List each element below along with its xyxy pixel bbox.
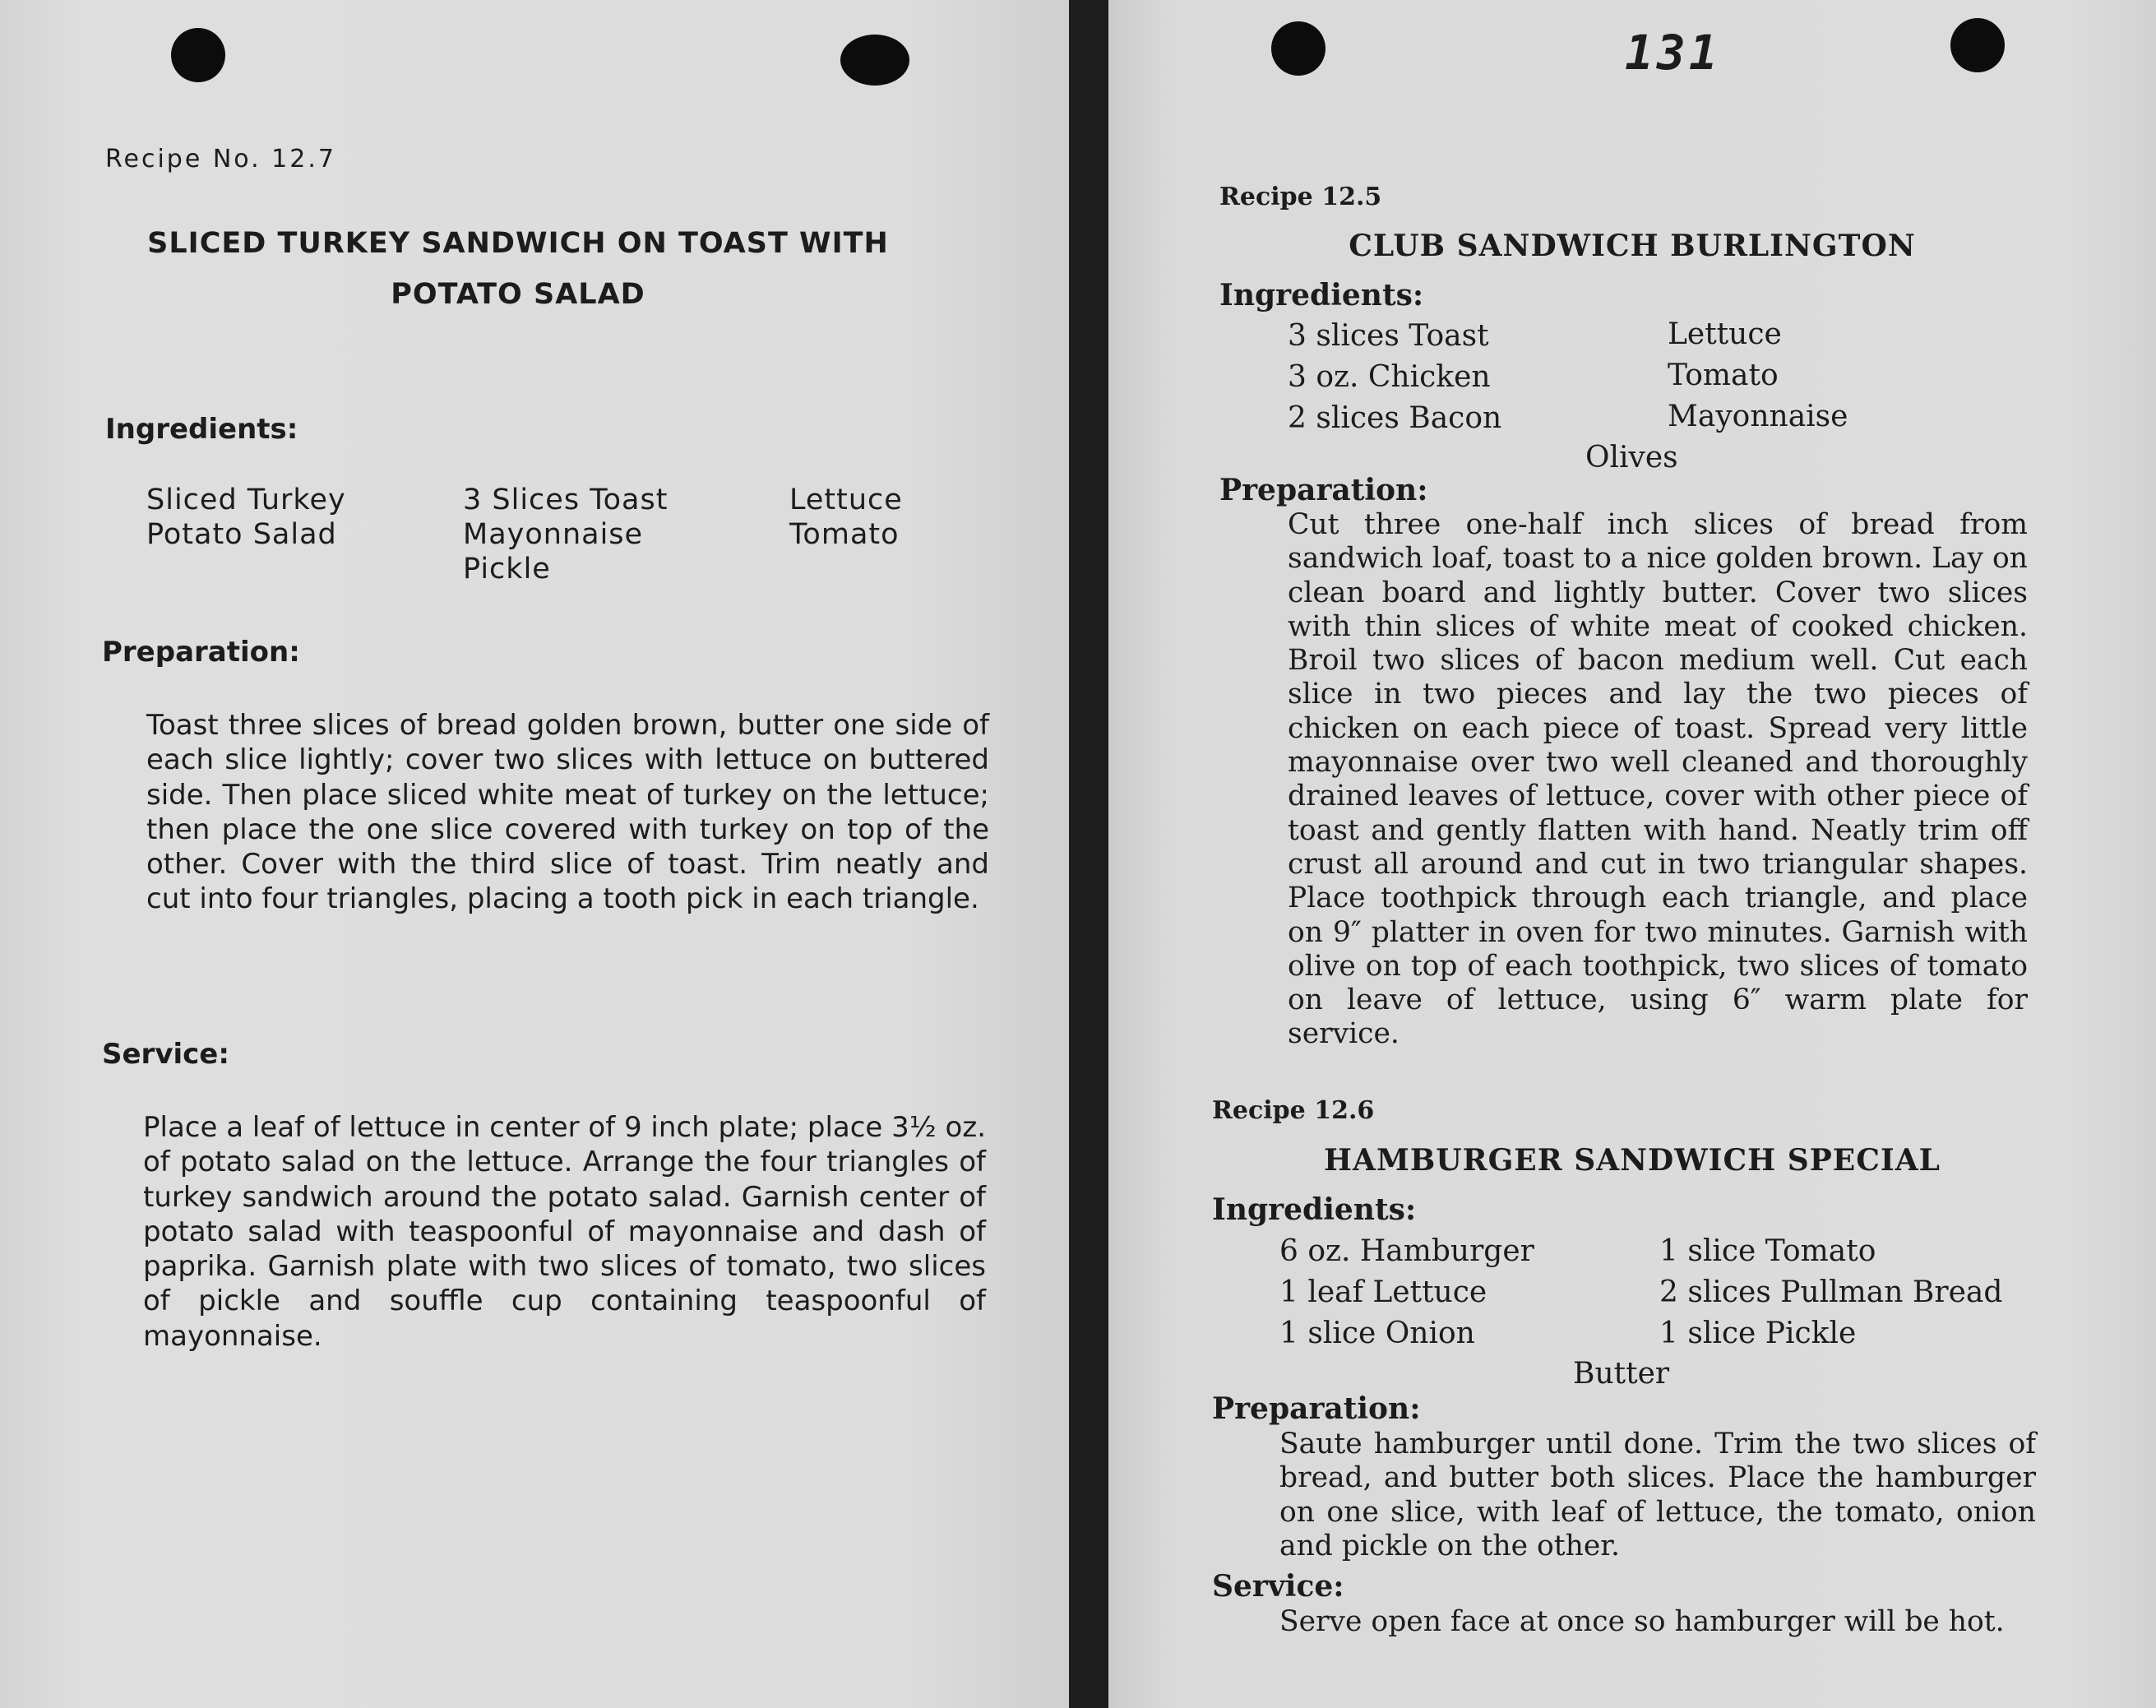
- ingredient-item: Sliced Turkey: [146, 484, 346, 516]
- ingredient-item: Mayonnaise: [463, 518, 644, 551]
- recipe-number: Recipe 12.6: [1212, 1096, 1375, 1125]
- ingredient-item: Tomato: [789, 518, 900, 551]
- recipe-title: HAMBURGER SANDWICH SPECIAL: [1324, 1143, 1941, 1178]
- ingredient-item: 1 slice Pickle: [1659, 1317, 1857, 1350]
- service-heading: Service:: [1212, 1569, 1344, 1604]
- ingredients-column: [1668, 314, 1848, 437]
- recipe-number: Recipe No. 12.7: [105, 145, 336, 174]
- ingredient-item: Lettuce: [1668, 317, 1782, 351]
- ingredients-column: [1659, 1231, 2002, 1354]
- ingredient-item: 2 slices Bacon: [1288, 401, 1502, 435]
- page-number: 131: [1625, 25, 1721, 81]
- ingredient-item: 3 oz. Chicken: [1288, 360, 1491, 394]
- recipe-title-line: POTATO SALAD: [391, 278, 645, 311]
- ingredient-item: Mayonnaise: [1668, 400, 1848, 433]
- preparation-heading: Preparation:: [1212, 1391, 1421, 1426]
- ingredient-item: 2 slices Pullman Bread: [1659, 1275, 2003, 1309]
- service-heading: Service:: [102, 1038, 229, 1071]
- recipe-number: Recipe 12.5: [1219, 183, 1382, 211]
- service-text: Place a leaf of lettuce in center of 9 inch plate; place 3½ oz. of potato salad on the lettuce. Arrange the four triangles of turkey sandwich around the potato salad. Garnish center of potato salad with teaspoonful of mayonnaise and dash of paprika. Garnish plate with two slices of tomato, two slices of pickle and souffle cup containing teaspoonful of mayonnaise.: [143, 1111, 986, 1353]
- preparation-text: Toast three slices of bread golden brown, butter one side of each slice lightly; cover two slices with lettuce on buttered side. Then place sliced white meat of turkey on the lettuce; then place the one slice covered with turkey on top of the other. Cover with the third slice of toast. Trim neatly and cut into four triangles, placing a tooth pick in each triangle.: [146, 709, 989, 916]
- service-text: Serve open face at once so hamburger will be hot.: [1279, 1605, 2005, 1638]
- recipe-title-line: SLICED TURKEY SANDWICH ON TOAST WITH: [147, 227, 889, 260]
- ingredient-item: 3 Slices Toast: [463, 484, 669, 516]
- ingredient-item: Potato Salad: [146, 518, 337, 551]
- recipe-card-right: [1108, 0, 2156, 1708]
- punch-hole: [1950, 18, 2005, 72]
- punch-hole: [171, 28, 225, 82]
- recipe-title: CLUB SANDWICH BURLINGTON: [1349, 229, 1916, 263]
- ingredient-item: Pickle: [463, 553, 551, 586]
- recipe-card-left: [0, 0, 1069, 1708]
- ingredients-column: [789, 483, 903, 552]
- ingredient-item: Lettuce: [789, 484, 903, 516]
- preparation-heading: Preparation:: [1219, 473, 1428, 507]
- punch-hole: [840, 35, 909, 86]
- ingredients-heading: Ingredients:: [105, 413, 298, 446]
- recipe-title: [107, 218, 929, 320]
- ingredients-heading: Ingredients:: [1212, 1192, 1417, 1227]
- ingredient-item: 1 slice Tomato: [1659, 1234, 1876, 1268]
- ingredient-item: Butter: [1573, 1357, 1670, 1391]
- ingredient-item: 1 slice Onion: [1279, 1317, 1475, 1350]
- ingredient-item: 1 leaf Lettuce: [1279, 1275, 1487, 1309]
- ingredients-column: [463, 483, 668, 586]
- ingredient-item: 6 oz. Hamburger: [1279, 1234, 1534, 1268]
- ingredients-column: [1279, 1231, 1534, 1354]
- preparation-heading: Preparation:: [102, 636, 300, 669]
- ingredients-column: [1288, 316, 1501, 439]
- punch-hole: [1271, 21, 1326, 76]
- preparation-text: Cut three one-half inch slices of bread from sandwich loaf, toast to a nice golden brown. Lay on clean board and lightly butter. Cover two slices with thin slices of white meat of cooked chicken. Broil two slices of bacon medium well. Cut each slice in two pieces and lay the two pieces of chicken on each piece of toast. Spread very little mayonnaise over two well cleaned and thoroughly drained leaves of lettuce, cover with other piece of toast and gently flatten with hand. Neatly trim off crust all around and cut in two triangular shapes. Place toothpick through each triangle, and place on 9″ platter in oven for two minutes. Garnish with olive on top of each toothpick, two slices of tomato on leave of lettuce, using 6″ warm plate for service.: [1288, 508, 2028, 1051]
- ingredient-item: Olives: [1585, 441, 1678, 474]
- ingredient-item: Tomato: [1668, 359, 1779, 392]
- preparation-text: Saute hamburger until done. Trim the two slices of bread, and butter both slices. Place the hamburger on one slice, with leaf of lettuce, the tomato, onion and pickle on the other.: [1279, 1428, 2036, 1562]
- ingredient-item: 3 slices Toast: [1288, 319, 1489, 353]
- ingredients-heading: Ingredients:: [1219, 278, 1424, 312]
- ingredients-column: [146, 483, 346, 552]
